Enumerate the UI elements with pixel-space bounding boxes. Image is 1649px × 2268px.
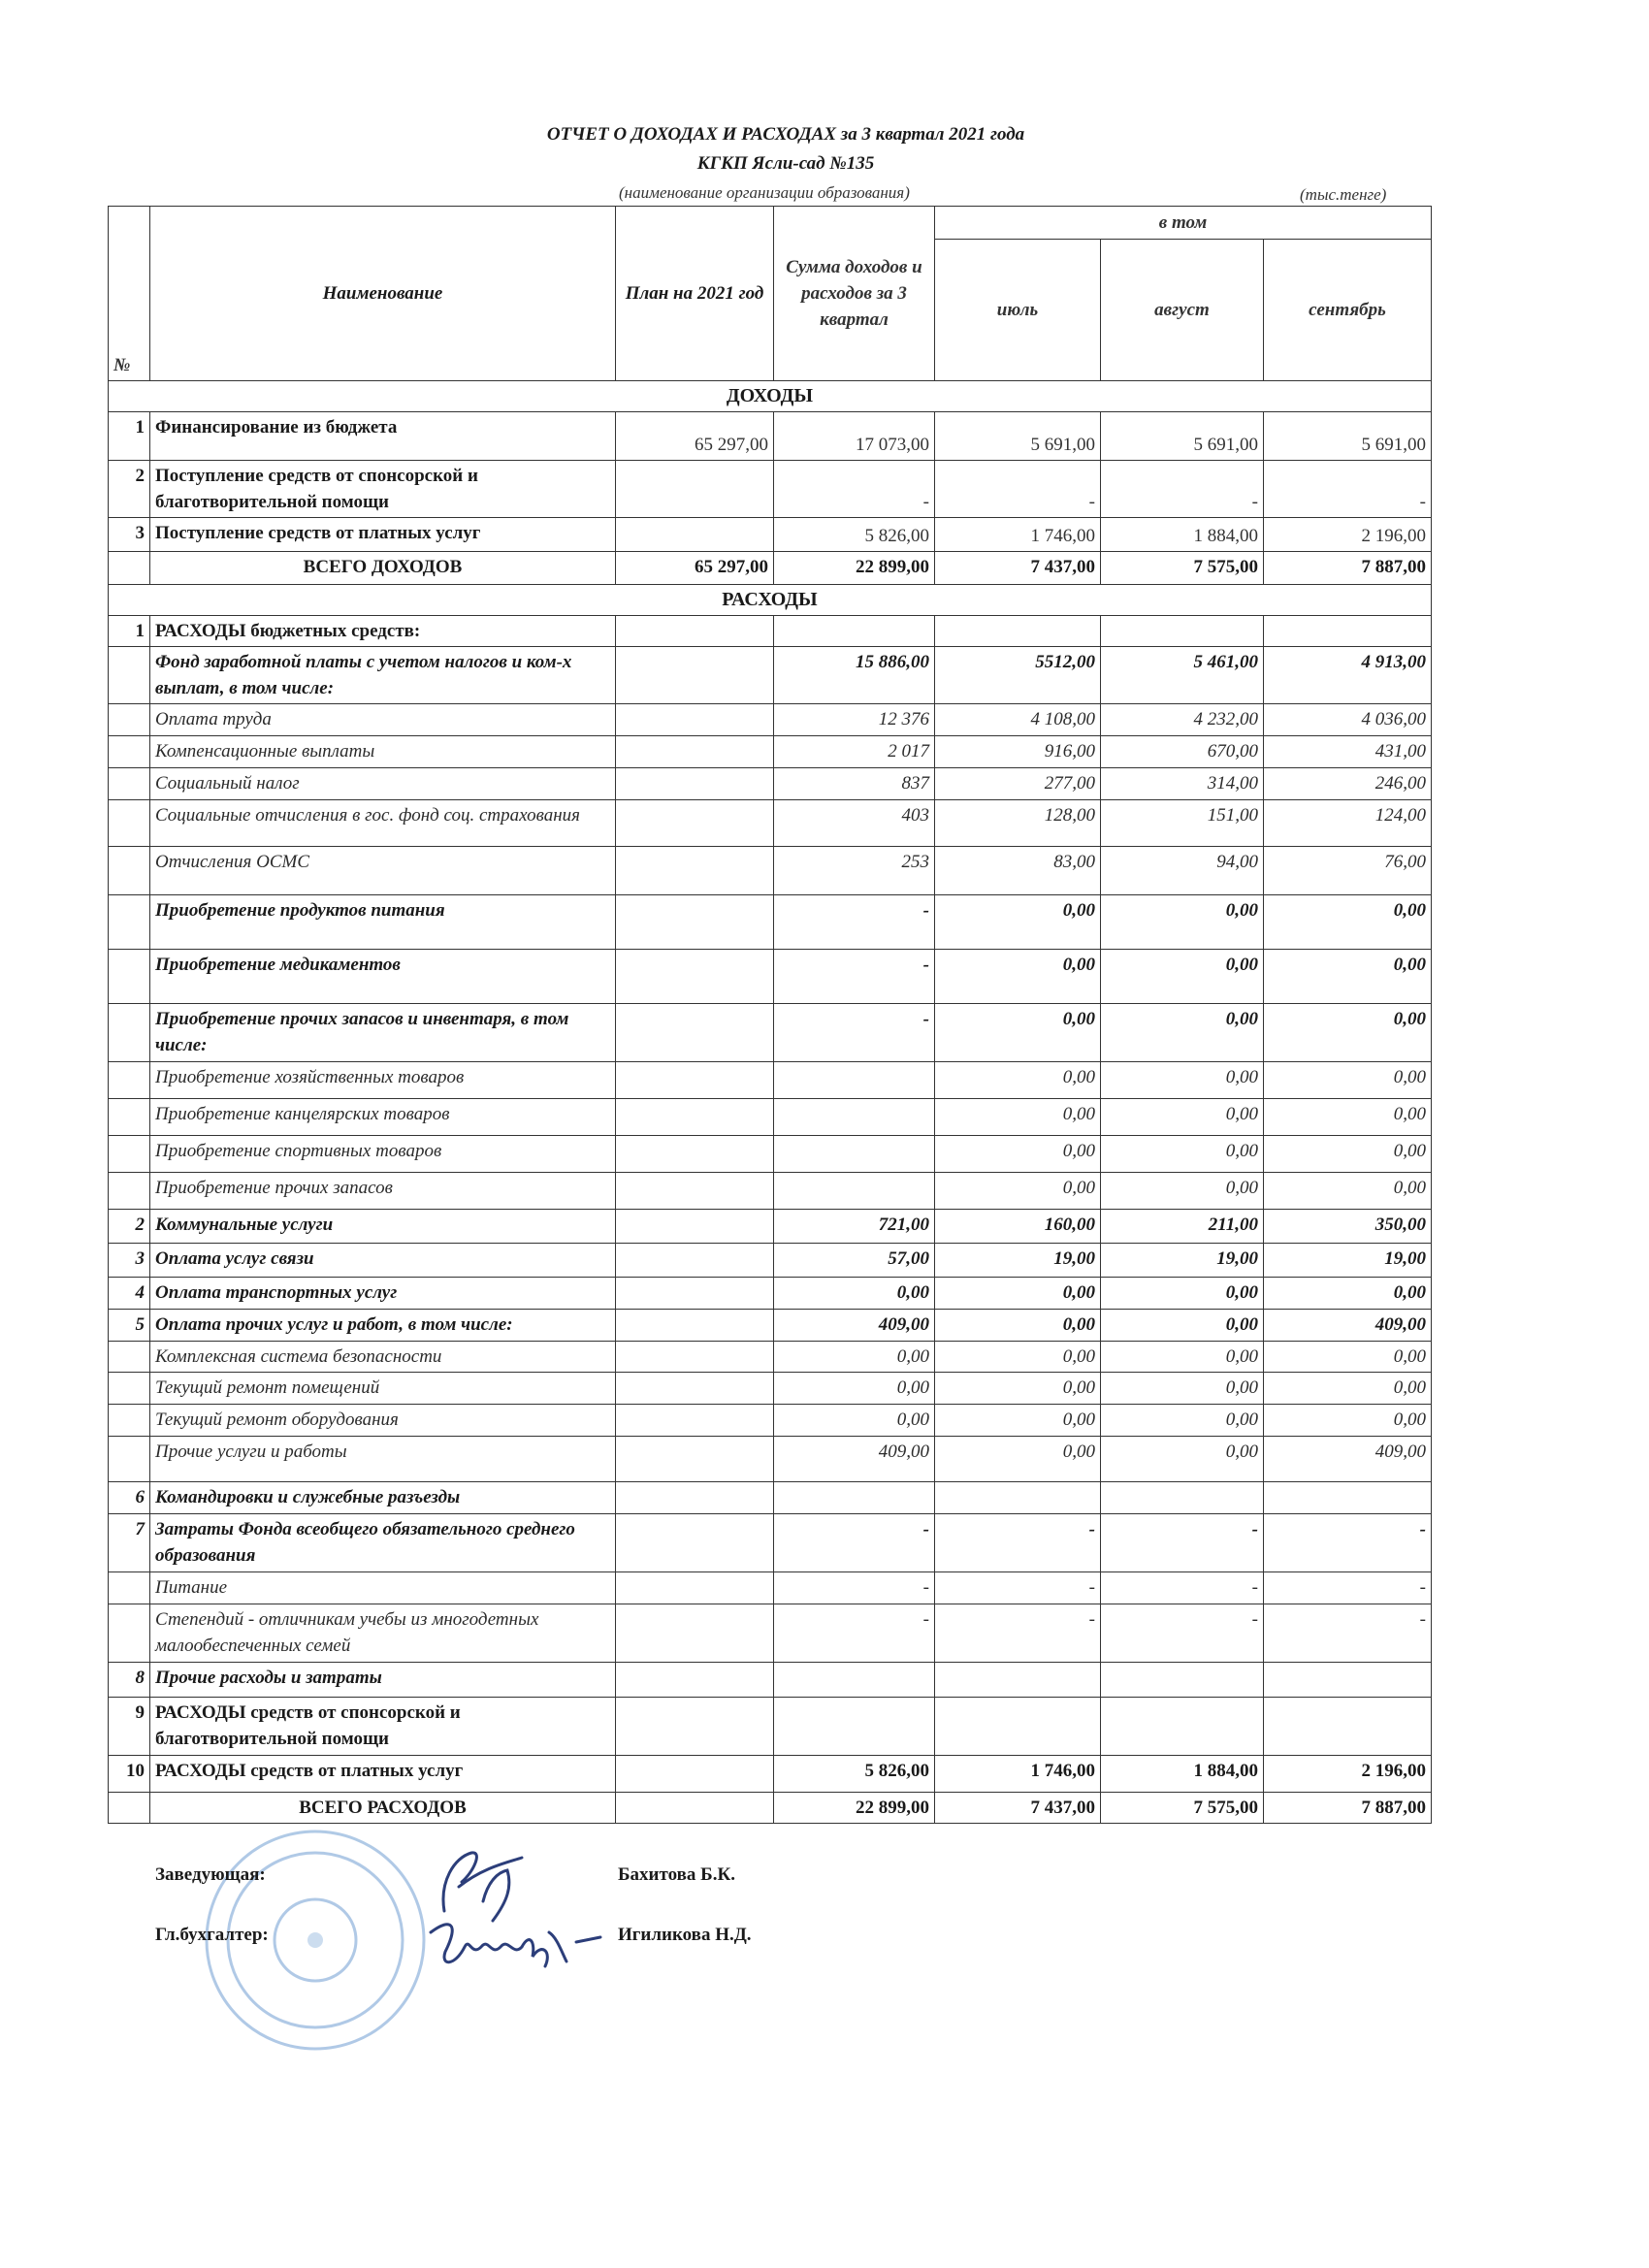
row-september: 0,00 xyxy=(1264,1278,1432,1310)
row-name: Текущий ремонт оборудования xyxy=(150,1405,616,1437)
row-number: 9 xyxy=(109,1698,150,1756)
row-august: 0,00 xyxy=(1101,950,1264,1004)
row-plan xyxy=(616,1373,774,1405)
row-august: - xyxy=(1101,1572,1264,1604)
row-august: 0,00 xyxy=(1101,1405,1264,1437)
table-row xyxy=(109,1342,1432,1373)
table-row xyxy=(109,895,1432,950)
row-name: Приобретение прочих запасов xyxy=(150,1173,616,1210)
row-september: 246,00 xyxy=(1264,768,1432,800)
total-plan: 65 297,00 xyxy=(616,552,774,585)
row-sum: 15 886,00 xyxy=(774,647,935,704)
row-sum xyxy=(774,1136,935,1173)
table-row xyxy=(109,704,1432,736)
row-july: 0,00 xyxy=(935,1437,1101,1482)
table-row xyxy=(109,461,1432,518)
row-number xyxy=(109,1572,150,1604)
row-september: - xyxy=(1264,1572,1432,1604)
row-sum xyxy=(774,1173,935,1210)
row-sum: 5 826,00 xyxy=(774,1756,935,1793)
row-september xyxy=(1264,616,1432,647)
row-number: 3 xyxy=(109,1244,150,1278)
total-july: 7 437,00 xyxy=(935,1793,1101,1824)
row-august xyxy=(1101,1482,1264,1514)
row-july xyxy=(935,1482,1101,1514)
head-role-label: Заведующая: xyxy=(155,1864,266,1885)
total-september: 7 887,00 xyxy=(1264,552,1432,585)
row-plan xyxy=(616,518,774,552)
row-august: 0,00 xyxy=(1101,1062,1264,1099)
row-name: Фонд заработной платы с учетом налогов и ком-х выплат, в том числе: xyxy=(150,647,616,704)
table-row xyxy=(109,1572,1432,1604)
total-label: ВСЕГО РАСХОДОВ xyxy=(150,1793,616,1824)
row-plan xyxy=(616,1663,774,1698)
row-july: 5 691,00 xyxy=(935,412,1101,461)
row-july: 4 108,00 xyxy=(935,704,1101,736)
row-name: Текущий ремонт помещений xyxy=(150,1373,616,1405)
row-september xyxy=(1264,1698,1432,1756)
table-row xyxy=(109,1004,1432,1062)
row-number xyxy=(109,950,150,1004)
row-july: 0,00 xyxy=(935,1405,1101,1437)
row-name: Финансирование из бюджета xyxy=(150,412,616,461)
row-name: Прочие услуги и работы xyxy=(150,1437,616,1482)
table-row xyxy=(109,800,1432,847)
row-plan xyxy=(616,1278,774,1310)
row-july: - xyxy=(935,1604,1101,1663)
row-july: 916,00 xyxy=(935,736,1101,768)
row-sum: 0,00 xyxy=(774,1278,935,1310)
row-september: - xyxy=(1264,1514,1432,1572)
row-august: 0,00 xyxy=(1101,1437,1264,1482)
col-name-header: Наименование xyxy=(150,207,616,381)
row-plan xyxy=(616,1482,774,1514)
row-plan xyxy=(616,1604,774,1663)
income-section-title: ДОХОДЫ xyxy=(109,381,1432,412)
row-sum xyxy=(774,1663,935,1698)
row-sum: 409,00 xyxy=(774,1437,935,1482)
total-august: 7 575,00 xyxy=(1101,1793,1264,1824)
table-row xyxy=(109,1482,1432,1514)
organization-name: КГКП Ясли-сад №135 xyxy=(696,153,875,174)
row-august: 0,00 xyxy=(1101,1278,1264,1310)
row-plan xyxy=(616,1004,774,1062)
row-number: 6 xyxy=(109,1482,150,1514)
row-plan xyxy=(616,616,774,647)
row-name: Комплексная система безопасности xyxy=(150,1342,616,1373)
total-sum: 22 899,00 xyxy=(774,1793,935,1824)
row-july: 0,00 xyxy=(935,895,1101,950)
row-name: Приобретение хозяйственных товаров xyxy=(150,1062,616,1099)
row-plan xyxy=(616,1062,774,1099)
row-july xyxy=(935,1663,1101,1698)
row-august: 0,00 xyxy=(1101,1099,1264,1136)
report-table xyxy=(108,206,1432,1824)
row-august: 94,00 xyxy=(1101,847,1264,895)
row-number xyxy=(109,1793,150,1824)
expenses-section-title: РАСХОДЫ xyxy=(109,585,1432,616)
income-section xyxy=(109,381,1432,412)
row-number xyxy=(109,895,150,950)
row-sum: - xyxy=(774,950,935,1004)
row-plan xyxy=(616,1405,774,1437)
row-september: 5 691,00 xyxy=(1264,412,1432,461)
row-name: Социальные отчисления в гос. фонд соц. страхования xyxy=(150,800,616,847)
row-july xyxy=(935,616,1101,647)
row-name: Оплата транспортных услуг xyxy=(150,1278,616,1310)
row-september: 0,00 xyxy=(1264,1136,1432,1173)
row-august: 0,00 xyxy=(1101,1136,1264,1173)
row-number xyxy=(109,1604,150,1663)
row-sum xyxy=(774,1099,935,1136)
row-plan xyxy=(616,647,774,704)
accountant-name: Игиликова Н.Д. xyxy=(618,1925,752,1945)
row-july: - xyxy=(935,461,1101,518)
row-september: 409,00 xyxy=(1264,1310,1432,1342)
row-august: 0,00 xyxy=(1101,895,1264,950)
row-july: - xyxy=(935,1514,1101,1572)
row-july: 0,00 xyxy=(935,1342,1101,1373)
row-sum: - xyxy=(774,1004,935,1062)
table-row xyxy=(109,1405,1432,1437)
table-row xyxy=(109,1210,1432,1244)
row-sum: 0,00 xyxy=(774,1405,935,1437)
col-sum-header: Сумма доходов и расходов за 3 квартал xyxy=(774,207,935,381)
organization-caption: (наименование организации образования) xyxy=(619,183,910,202)
row-number xyxy=(109,1004,150,1062)
row-name: Поступление средств от платных услуг xyxy=(150,518,616,552)
row-number xyxy=(109,1342,150,1373)
table-row xyxy=(109,1663,1432,1698)
row-sum xyxy=(774,1062,935,1099)
expenses-section xyxy=(109,585,1432,616)
row-july: 128,00 xyxy=(935,800,1101,847)
income-total-row xyxy=(109,552,1432,585)
table-row xyxy=(109,1062,1432,1099)
row-number: 10 xyxy=(109,1756,150,1793)
row-name: Социальный налог xyxy=(150,768,616,800)
row-plan xyxy=(616,768,774,800)
row-number: 5 xyxy=(109,1310,150,1342)
report-title: ОТЧЕТ О ДОХОДАХ И РАСХОДАХ за 3 квартал 2021 года xyxy=(546,124,1025,145)
row-sum: 57,00 xyxy=(774,1244,935,1278)
row-sum: 253 xyxy=(774,847,935,895)
row-number xyxy=(109,736,150,768)
row-number: 3 xyxy=(109,518,150,552)
table-row xyxy=(109,847,1432,895)
row-plan xyxy=(616,950,774,1004)
row-name: Затраты Фонда всеобщего обязательного среднего образования xyxy=(150,1514,616,1572)
table-row xyxy=(109,950,1432,1004)
row-july: 1 746,00 xyxy=(935,518,1101,552)
row-name: Оплата прочих услуг и работ, в том числе: xyxy=(150,1310,616,1342)
row-september: 409,00 xyxy=(1264,1437,1432,1482)
row-august: 0,00 xyxy=(1101,1342,1264,1373)
row-name: Компенсационные выплаты xyxy=(150,736,616,768)
table-row xyxy=(109,1136,1432,1173)
row-number xyxy=(109,647,150,704)
row-august: 19,00 xyxy=(1101,1244,1264,1278)
row-september: 4 913,00 xyxy=(1264,647,1432,704)
row-name: Приобретение продуктов питания xyxy=(150,895,616,950)
row-plan xyxy=(616,736,774,768)
table-row xyxy=(109,768,1432,800)
row-name: РАСХОДЫ средств от платных услуг xyxy=(150,1756,616,1793)
row-number: 7 xyxy=(109,1514,150,1572)
row-september: 0,00 xyxy=(1264,895,1432,950)
row-september: 0,00 xyxy=(1264,1173,1432,1210)
table-row xyxy=(109,1756,1432,1793)
total-label: ВСЕГО ДОХОДОВ xyxy=(150,552,616,585)
row-plan xyxy=(616,1210,774,1244)
row-name: Отчисления ОСМС xyxy=(150,847,616,895)
row-plan xyxy=(616,1244,774,1278)
row-name: Приобретение медикаментов xyxy=(150,950,616,1004)
col-september-header: сентябрь xyxy=(1264,240,1432,381)
row-plan xyxy=(616,1437,774,1482)
units-caption: (тыс.тенге) xyxy=(1300,185,1387,204)
row-sum: - xyxy=(774,461,935,518)
row-plan xyxy=(616,461,774,518)
row-july: 0,00 xyxy=(935,1373,1101,1405)
row-september: 350,00 xyxy=(1264,1210,1432,1244)
row-number xyxy=(109,1136,150,1173)
row-september: - xyxy=(1264,461,1432,518)
row-plan xyxy=(616,1173,774,1210)
row-sum: 409,00 xyxy=(774,1310,935,1342)
col-group-header: в том xyxy=(935,207,1432,240)
row-plan xyxy=(616,1698,774,1756)
row-plan xyxy=(616,800,774,847)
row-name: Степендий - отличникам учебы из многодетных малообеспеченных семей xyxy=(150,1604,616,1663)
row-number xyxy=(109,1062,150,1099)
col-plan-header: План на 2021 год xyxy=(616,207,774,381)
row-name: Поступление средств от спонсорской и благотворительной помощи xyxy=(150,461,616,518)
row-plan xyxy=(616,895,774,950)
row-sum: - xyxy=(774,1514,935,1572)
table-row xyxy=(109,1099,1432,1136)
row-july: 0,00 xyxy=(935,1062,1101,1099)
row-july: 0,00 xyxy=(935,1173,1101,1210)
row-name: Оплата услуг связи xyxy=(150,1244,616,1278)
accountant-role-label: Гл.бухгалтер: xyxy=(155,1925,269,1945)
row-august: 1 884,00 xyxy=(1101,1756,1264,1793)
row-name: Прочие расходы и затраты xyxy=(150,1663,616,1698)
row-september xyxy=(1264,1663,1432,1698)
row-sum: - xyxy=(774,895,935,950)
row-number: 4 xyxy=(109,1278,150,1310)
row-name: РАСХОДЫ бюджетных средств: xyxy=(150,616,616,647)
row-name: Питание xyxy=(150,1572,616,1604)
total-sum: 22 899,00 xyxy=(774,552,935,585)
row-plan xyxy=(616,1572,774,1604)
total-plan xyxy=(616,1793,774,1824)
row-sum: 721,00 xyxy=(774,1210,935,1244)
table-row xyxy=(109,1514,1432,1572)
row-sum: - xyxy=(774,1604,935,1663)
col-july-header: июль xyxy=(935,240,1101,381)
row-august: 211,00 xyxy=(1101,1210,1264,1244)
expenses-total-row xyxy=(109,1793,1432,1824)
row-july: 0,00 xyxy=(935,1310,1101,1342)
row-plan: 65 297,00 xyxy=(616,412,774,461)
row-name: Командировки и служебные разъезды xyxy=(150,1482,616,1514)
row-july: 5512,00 xyxy=(935,647,1101,704)
table-row xyxy=(109,1373,1432,1405)
row-september: 76,00 xyxy=(1264,847,1432,895)
row-september: 0,00 xyxy=(1264,1373,1432,1405)
row-plan xyxy=(616,1310,774,1342)
row-name: Приобретение канцелярских товаров xyxy=(150,1099,616,1136)
row-september: 2 196,00 xyxy=(1264,518,1432,552)
table-row xyxy=(109,647,1432,704)
row-august: 0,00 xyxy=(1101,1310,1264,1342)
row-name: РАСХОДЫ средств от спонсорской и благотворительной помощи xyxy=(150,1698,616,1756)
row-sum: 837 xyxy=(774,768,935,800)
row-august xyxy=(1101,1663,1264,1698)
row-august: 0,00 xyxy=(1101,1173,1264,1210)
row-august: 1 884,00 xyxy=(1101,518,1264,552)
row-name: Оплата труда xyxy=(150,704,616,736)
total-august: 7 575,00 xyxy=(1101,552,1264,585)
row-sum xyxy=(774,1482,935,1514)
row-sum: 12 376 xyxy=(774,704,935,736)
row-number xyxy=(109,704,150,736)
row-number xyxy=(109,768,150,800)
table-row xyxy=(109,1278,1432,1310)
row-number xyxy=(109,1405,150,1437)
row-sum: 0,00 xyxy=(774,1342,935,1373)
row-plan xyxy=(616,1342,774,1373)
row-august: 314,00 xyxy=(1101,768,1264,800)
row-september: 0,00 xyxy=(1264,1099,1432,1136)
row-september: 0,00 xyxy=(1264,1342,1432,1373)
table-row xyxy=(109,1244,1432,1278)
table-row xyxy=(109,1698,1432,1756)
row-august: - xyxy=(1101,1514,1264,1572)
table-row xyxy=(109,412,1432,461)
row-august xyxy=(1101,1698,1264,1756)
row-august: 4 232,00 xyxy=(1101,704,1264,736)
row-september: 124,00 xyxy=(1264,800,1432,847)
table-row xyxy=(109,1173,1432,1210)
row-number: 2 xyxy=(109,461,150,518)
total-july: 7 437,00 xyxy=(935,552,1101,585)
col-number-header: № xyxy=(109,207,150,381)
row-number: 1 xyxy=(109,412,150,461)
table-row xyxy=(109,1437,1432,1482)
table-row xyxy=(109,1310,1432,1342)
row-july: 0,00 xyxy=(935,1278,1101,1310)
head-name: Бахитова Б.К. xyxy=(618,1864,735,1885)
row-july xyxy=(935,1698,1101,1756)
row-july: 0,00 xyxy=(935,1099,1101,1136)
row-number xyxy=(109,552,150,585)
row-sum: 17 073,00 xyxy=(774,412,935,461)
row-plan xyxy=(616,1099,774,1136)
accountant-signature xyxy=(421,1913,605,1981)
row-september: 0,00 xyxy=(1264,1405,1432,1437)
row-sum: 403 xyxy=(774,800,935,847)
row-number xyxy=(109,1099,150,1136)
row-sum xyxy=(774,1698,935,1756)
table-row xyxy=(109,616,1432,647)
row-august: - xyxy=(1101,1604,1264,1663)
row-sum: - xyxy=(774,1572,935,1604)
row-july: 1 746,00 xyxy=(935,1756,1101,1793)
table-row xyxy=(109,518,1432,552)
row-number: 8 xyxy=(109,1663,150,1698)
row-september: 0,00 xyxy=(1264,1004,1432,1062)
row-july: 0,00 xyxy=(935,950,1101,1004)
row-sum xyxy=(774,616,935,647)
row-plan xyxy=(616,847,774,895)
col-august-header: август xyxy=(1101,240,1264,381)
row-july: - xyxy=(935,1572,1101,1604)
row-number xyxy=(109,1373,150,1405)
row-july: 277,00 xyxy=(935,768,1101,800)
table-row xyxy=(109,1604,1432,1663)
row-number xyxy=(109,1173,150,1210)
row-august: 151,00 xyxy=(1101,800,1264,847)
row-number: 2 xyxy=(109,1210,150,1244)
row-sum: 2 017 xyxy=(774,736,935,768)
row-plan xyxy=(616,1136,774,1173)
row-july: 83,00 xyxy=(935,847,1101,895)
row-plan xyxy=(616,1514,774,1572)
row-number xyxy=(109,800,150,847)
row-name: Приобретение спортивных товаров xyxy=(150,1136,616,1173)
row-september: 19,00 xyxy=(1264,1244,1432,1278)
row-september: 431,00 xyxy=(1264,736,1432,768)
row-august: 670,00 xyxy=(1101,736,1264,768)
row-september: 4 036,00 xyxy=(1264,704,1432,736)
table-row xyxy=(109,736,1432,768)
row-august: 5 691,00 xyxy=(1101,412,1264,461)
row-september xyxy=(1264,1482,1432,1514)
row-number xyxy=(109,1437,150,1482)
row-september: 0,00 xyxy=(1264,1062,1432,1099)
row-number xyxy=(109,847,150,895)
row-july: 0,00 xyxy=(935,1136,1101,1173)
row-sum: 5 826,00 xyxy=(774,518,935,552)
row-july: 19,00 xyxy=(935,1244,1101,1278)
row-september: 0,00 xyxy=(1264,950,1432,1004)
row-july: 0,00 xyxy=(935,1004,1101,1062)
row-plan xyxy=(616,1756,774,1793)
row-sum: 0,00 xyxy=(774,1373,935,1405)
row-name: Коммунальные услуги xyxy=(150,1210,616,1244)
row-number: 1 xyxy=(109,616,150,647)
row-august: 5 461,00 xyxy=(1101,647,1264,704)
row-september: 2 196,00 xyxy=(1264,1756,1432,1793)
row-september: - xyxy=(1264,1604,1432,1663)
row-plan xyxy=(616,704,774,736)
total-september: 7 887,00 xyxy=(1264,1793,1432,1824)
row-august: 0,00 xyxy=(1101,1004,1264,1062)
row-august: 0,00 xyxy=(1101,1373,1264,1405)
row-august xyxy=(1101,616,1264,647)
row-july: 160,00 xyxy=(935,1210,1101,1244)
row-august: - xyxy=(1101,461,1264,518)
row-name: Приобретение прочих запасов и инвентаря, в том числе: xyxy=(150,1004,616,1062)
